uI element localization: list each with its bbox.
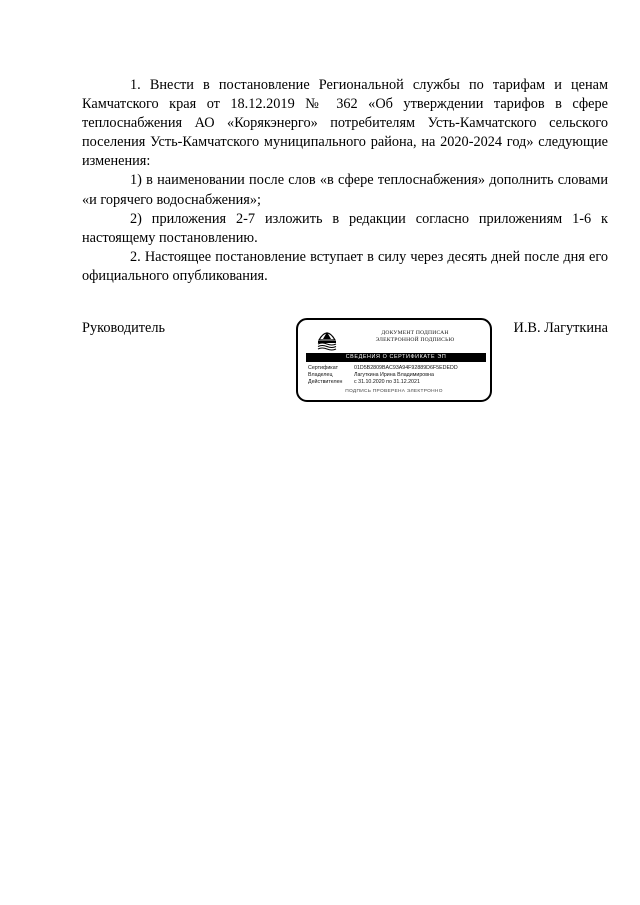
- stamp-footer: ПОДПИСЬ ПРОВЕРЕНА ЭЛЕКТРОННО: [345, 389, 443, 394]
- stamp-heading: ДОКУМЕНТ ПОДПИСАН ЭЛЕКТРОННОЙ ПОДПИСЬЮ: [375, 330, 455, 343]
- paragraph-item-1: 1. Внести в постановление Региональной службы по тарифам и ценам Камчатского края от 18.12.2019 № 362 «Об утверждении тарифов в сфере теплоснабжения АО «Корякэнерго» потребителям Усть-Камчатского сельского поселения Усть-Камчатского муниципального района, на 2020-2024 год» следующие изменения:: [82, 77, 608, 170]
- stamp-row-certificate: Сертификат 01D5B2809BAC93A94F92889D6F5EDEDD: [308, 365, 458, 371]
- paragraph-subitem-1: 1) в наименовании после слов «в сфере теплоснабжения» дополнить словами «и горячего водоснабжения»;: [82, 172, 608, 208]
- stamp-certificate-bar: СВЕДЕНИЯ О СЕРТИФИКАТЕ ЭП: [306, 353, 486, 362]
- document-body: [82, 76, 608, 286]
- paragraph-item-2: 2. Настоящее постановление вступает в силу через десять дней после дня его официального опубликования.: [82, 248, 608, 284]
- signer-title: Руководитель: [82, 320, 166, 336]
- digital-signature-stamp: [296, 318, 492, 402]
- paragraph-subitem-2: 2) приложения 2-7 изложить в редакции согласно приложениям 1-6 к настоящему постановлению.: [82, 210, 608, 246]
- coat-of-arms-icon: [316, 328, 338, 352]
- stamp-row-owner: Владелец Лагуткина Ирина Владимировна: [308, 372, 434, 378]
- stamp-row-validity: Действителен с 31.10.2020 по 31.12.2021: [308, 379, 420, 385]
- signer-name: И.В. Лагуткина: [513, 320, 608, 336]
- stamp-details: [308, 365, 488, 386]
